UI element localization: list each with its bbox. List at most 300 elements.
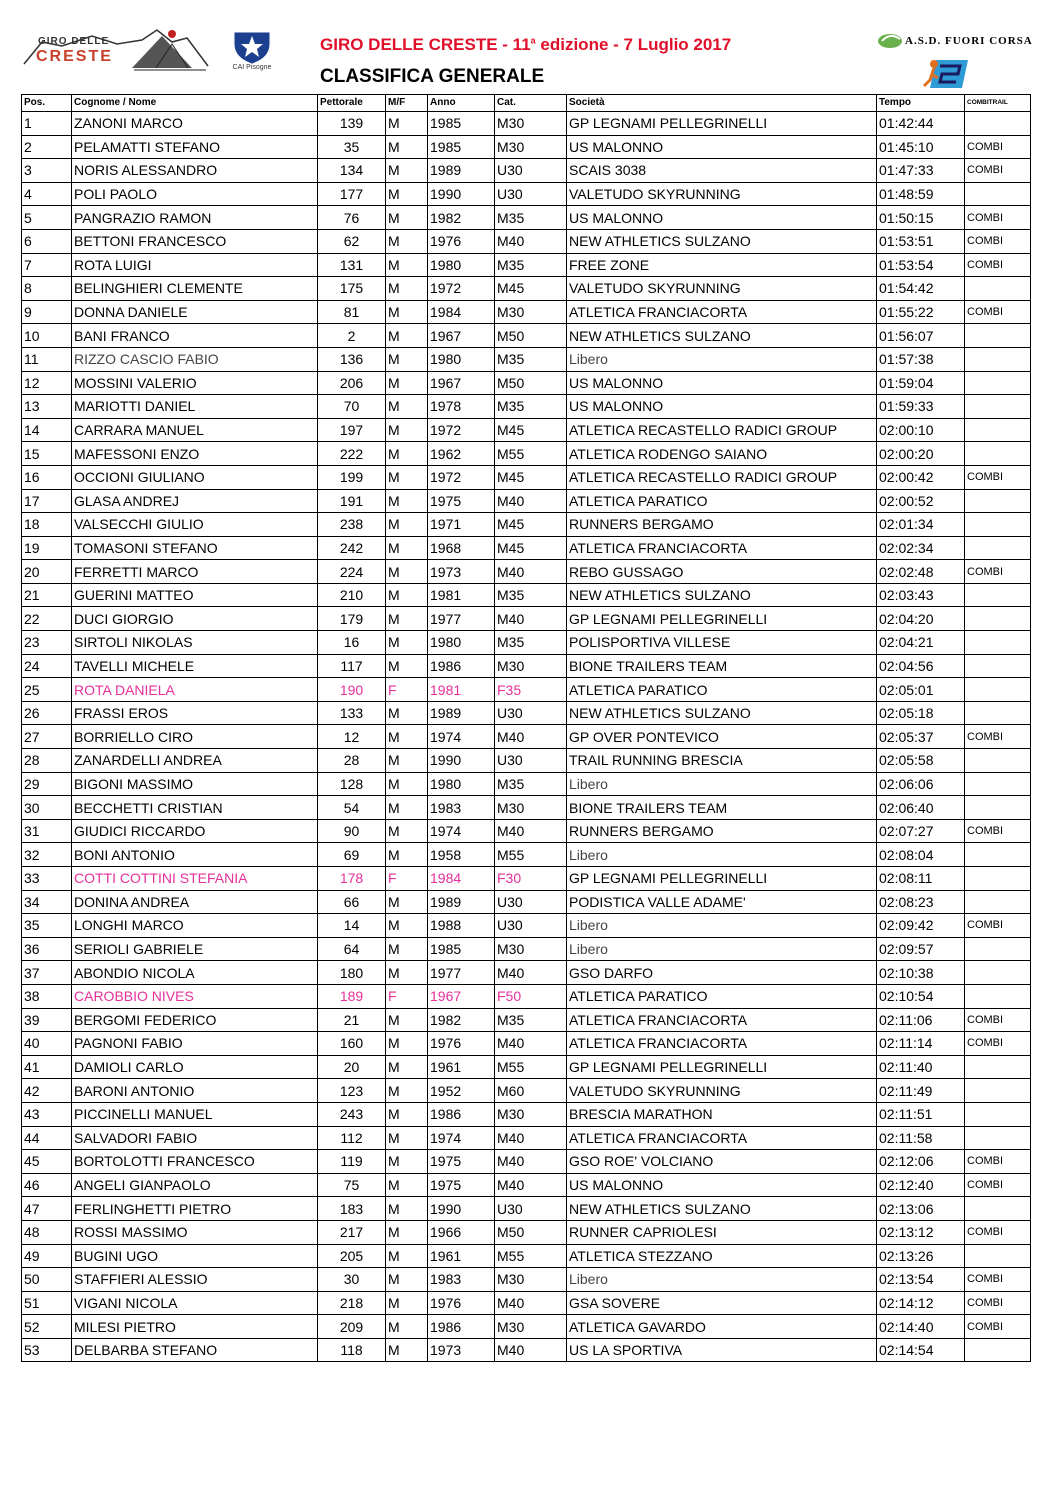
cell-time: 02:13:12 (877, 1220, 965, 1244)
cell-name: BORTOLOTTI FRANCESCO (72, 1150, 318, 1174)
cell-category: M45 (495, 536, 567, 560)
cell-pos: 29 (22, 772, 72, 796)
cell-club: ATLETICA RECASTELLO RADICI GROUP (567, 465, 877, 489)
cell-sex: M (386, 1126, 428, 1150)
table-row (22, 371, 1031, 395)
cell-sex: M (386, 1008, 428, 1032)
cell-club: ATLETICA PARATICO (567, 678, 877, 702)
table-row (22, 796, 1031, 820)
cell-club: Libero (567, 914, 877, 938)
cell-club: ATLETICA GAVARDO (567, 1315, 877, 1339)
cell-combi: COMBI (965, 1291, 1031, 1315)
cell-sex: M (386, 1268, 428, 1292)
cell-sex: M (386, 229, 428, 253)
col-header-pos: Pos. (22, 95, 72, 112)
cell-sex: M (386, 418, 428, 442)
cell-category: U30 (495, 182, 567, 206)
cell-category: U30 (495, 1197, 567, 1221)
cell-sex: M (386, 890, 428, 914)
table-row (22, 300, 1031, 324)
cell-year: 1974 (428, 1126, 495, 1150)
cell-category: U30 (495, 890, 567, 914)
cell-combi (965, 1079, 1031, 1103)
cell-pos: 30 (22, 796, 72, 820)
cell-time: 02:09:42 (877, 914, 965, 938)
cell-sex: M (386, 1079, 428, 1103)
cell-category: M55 (495, 843, 567, 867)
cell-sex: F (386, 984, 428, 1008)
cell-combi (965, 749, 1031, 773)
table-row (22, 560, 1031, 584)
cell-year: 1971 (428, 513, 495, 537)
cell-name: BERGOMI FEDERICO (72, 1008, 318, 1032)
cell-club: ATLETICA FRANCIACORTA (567, 1008, 877, 1032)
cell-year: 1981 (428, 583, 495, 607)
cell-combi (965, 796, 1031, 820)
cell-pos: 5 (22, 206, 72, 230)
cell-time: 02:03:43 (877, 583, 965, 607)
cell-bib: 2 (318, 324, 386, 348)
cell-category: M30 (495, 654, 567, 678)
cell-category: M40 (495, 1150, 567, 1174)
cell-category: M50 (495, 324, 567, 348)
cell-name: BONI ANTONIO (72, 843, 318, 867)
cell-name: ABONDIO NICOLA (72, 961, 318, 985)
cell-bib: 139 (318, 112, 386, 136)
table-row (22, 1126, 1031, 1150)
cell-bib: 199 (318, 465, 386, 489)
table-row (22, 772, 1031, 796)
cell-club: ATLETICA RECASTELLO RADICI GROUP (567, 418, 877, 442)
cell-sex: M (386, 819, 428, 843)
cell-bib: 206 (318, 371, 386, 395)
cell-pos: 21 (22, 583, 72, 607)
cell-time: 02:12:06 (877, 1150, 965, 1174)
col-header-year: Anno (428, 95, 495, 112)
cell-time: 02:04:20 (877, 607, 965, 631)
cell-time: 02:11:14 (877, 1032, 965, 1056)
col-header-sex: M/F (386, 95, 428, 112)
cell-name: MAFESSONI ENZO (72, 442, 318, 466)
cell-time: 02:08:11 (877, 867, 965, 891)
cell-club: US MALONNO (567, 1173, 877, 1197)
cell-time: 02:13:26 (877, 1244, 965, 1268)
cell-name: GLASA ANDREJ (72, 489, 318, 513)
cell-combi (965, 701, 1031, 725)
cell-sex: M (386, 1150, 428, 1174)
cell-year: 1973 (428, 560, 495, 584)
table-row (22, 1173, 1031, 1197)
table-row (22, 1220, 1031, 1244)
cell-category: M30 (495, 796, 567, 820)
cell-category: F30 (495, 867, 567, 891)
cell-year: 1962 (428, 442, 495, 466)
cell-category: M40 (495, 1032, 567, 1056)
cell-category: M35 (495, 206, 567, 230)
table-row (22, 1244, 1031, 1268)
cell-sex: M (386, 442, 428, 466)
table-row (22, 631, 1031, 655)
cell-sex: M (386, 1055, 428, 1079)
cell-name: MARIOTTI DANIEL (72, 395, 318, 419)
cell-name: BECCHETTI CRISTIAN (72, 796, 318, 820)
cell-bib: 190 (318, 678, 386, 702)
cell-time: 01:45:10 (877, 135, 965, 159)
cell-club: Libero (567, 843, 877, 867)
cell-name: DELBARBA STEFANO (72, 1338, 318, 1362)
cell-name: PANGRAZIO RAMON (72, 206, 318, 230)
cell-sex: M (386, 843, 428, 867)
cell-bib: 197 (318, 418, 386, 442)
cell-time: 02:06:06 (877, 772, 965, 796)
cell-year: 1975 (428, 1173, 495, 1197)
cell-name: TOMASONI STEFANO (72, 536, 318, 560)
cell-year: 1976 (428, 1032, 495, 1056)
cell-sex: F (386, 678, 428, 702)
cell-club: GSO DARFO (567, 961, 877, 985)
cell-time: 02:06:40 (877, 796, 965, 820)
cell-pos: 6 (22, 229, 72, 253)
cell-name: MOSSINI VALERIO (72, 371, 318, 395)
table-row (22, 395, 1031, 419)
cell-pos: 22 (22, 607, 72, 631)
cell-pos: 15 (22, 442, 72, 466)
cell-bib: 30 (318, 1268, 386, 1292)
cell-combi (965, 1102, 1031, 1126)
cell-pos: 20 (22, 560, 72, 584)
cell-time: 02:11:49 (877, 1079, 965, 1103)
cell-pos: 41 (22, 1055, 72, 1079)
cell-year: 1985 (428, 112, 495, 136)
cell-club: Libero (567, 937, 877, 961)
cell-category: U30 (495, 159, 567, 183)
cell-category: M40 (495, 1338, 567, 1362)
cell-sex: M (386, 253, 428, 277)
cell-combi (965, 324, 1031, 348)
cell-time: 02:11:40 (877, 1055, 965, 1079)
cell-club: NEW ATHLETICS SULZANO (567, 1197, 877, 1221)
cell-club: BRESCIA MARATHON (567, 1102, 877, 1126)
cell-pos: 47 (22, 1197, 72, 1221)
cell-name: DONNA DANIELE (72, 300, 318, 324)
col-header-name: Cognome / Nome (72, 95, 318, 112)
cell-category: M30 (495, 135, 567, 159)
cell-combi (965, 1338, 1031, 1362)
cell-sex: M (386, 654, 428, 678)
cell-combi (965, 1126, 1031, 1150)
cell-pos: 26 (22, 701, 72, 725)
cell-club: ATLETICA PARATICO (567, 489, 877, 513)
cell-category: M35 (495, 395, 567, 419)
col-header-club: Società (567, 95, 877, 112)
cell-combi (965, 984, 1031, 1008)
cell-combi (965, 112, 1031, 136)
cell-club: RUNNERS BERGAMO (567, 513, 877, 537)
cell-club: ATLETICA RODENGO SAIANO (567, 442, 877, 466)
cell-club: GP LEGNAMI PELLEGRINELLI (567, 867, 877, 891)
cell-category: U30 (495, 914, 567, 938)
cell-year: 1990 (428, 182, 495, 206)
cell-category: M35 (495, 583, 567, 607)
cell-name: NORIS ALESSANDRO (72, 159, 318, 183)
cell-bib: 20 (318, 1055, 386, 1079)
cell-year: 1974 (428, 819, 495, 843)
cell-combi (965, 536, 1031, 560)
cell-year: 1973 (428, 1338, 495, 1362)
cell-name: ROTA LUIGI (72, 253, 318, 277)
cell-name: GUERINI MATTEO (72, 583, 318, 607)
cell-combi (965, 371, 1031, 395)
cell-combi (965, 395, 1031, 419)
cell-category: M40 (495, 489, 567, 513)
cell-combi (965, 631, 1031, 655)
cell-combi: COMBI (965, 1315, 1031, 1339)
table-row (22, 701, 1031, 725)
cell-sex: M (386, 135, 428, 159)
cell-name: CARRARA MANUEL (72, 418, 318, 442)
cell-club: BIONE TRAILERS TEAM (567, 654, 877, 678)
cell-combi: COMBI (965, 135, 1031, 159)
cell-club: ATLETICA PARATICO (567, 984, 877, 1008)
cell-time: 02:12:40 (877, 1173, 965, 1197)
cell-pos: 27 (22, 725, 72, 749)
cell-bib: 54 (318, 796, 386, 820)
cell-bib: 217 (318, 1220, 386, 1244)
cell-bib: 224 (318, 560, 386, 584)
cell-pos: 36 (22, 937, 72, 961)
table-row (22, 135, 1031, 159)
cell-pos: 13 (22, 395, 72, 419)
table-row (22, 961, 1031, 985)
cell-sex: M (386, 1244, 428, 1268)
cell-club: US MALONNO (567, 395, 877, 419)
cell-name: BUGINI UGO (72, 1244, 318, 1268)
table-row (22, 489, 1031, 513)
cell-bib: 90 (318, 819, 386, 843)
cell-pos: 46 (22, 1173, 72, 1197)
cell-club: NEW ATHLETICS SULZANO (567, 583, 877, 607)
cell-year: 1982 (428, 206, 495, 230)
cell-name: SIRTOLI NIKOLAS (72, 631, 318, 655)
cell-combi: COMBI (965, 1150, 1031, 1174)
cell-sex: M (386, 1220, 428, 1244)
table-row (22, 536, 1031, 560)
cell-pos: 2 (22, 135, 72, 159)
cell-club: Libero (567, 1268, 877, 1292)
table-row (22, 277, 1031, 301)
cell-bib: 160 (318, 1032, 386, 1056)
cell-category: M45 (495, 277, 567, 301)
cell-year: 1981 (428, 678, 495, 702)
cell-sex: M (386, 300, 428, 324)
cell-pos: 3 (22, 159, 72, 183)
cell-category: M35 (495, 772, 567, 796)
cell-combi: COMBI (965, 206, 1031, 230)
cell-year: 1989 (428, 159, 495, 183)
table-row (22, 1102, 1031, 1126)
cell-club: NEW ATHLETICS SULZANO (567, 229, 877, 253)
cell-time: 02:14:54 (877, 1338, 965, 1362)
cell-name: BETTONI FRANCESCO (72, 229, 318, 253)
cell-pos: 51 (22, 1291, 72, 1315)
cell-time: 01:55:22 (877, 300, 965, 324)
cell-category: M50 (495, 371, 567, 395)
table-row (22, 324, 1031, 348)
cell-category: M45 (495, 465, 567, 489)
cell-year: 1980 (428, 772, 495, 796)
cell-pos: 18 (22, 513, 72, 537)
cell-time: 01:54:42 (877, 277, 965, 301)
cell-name: CAROBBIO NIVES (72, 984, 318, 1008)
table-row (22, 1338, 1031, 1362)
cell-sex: M (386, 937, 428, 961)
cell-combi (965, 489, 1031, 513)
cell-club: REBO GUSSAGO (567, 560, 877, 584)
cell-club: ATLETICA FRANCIACORTA (567, 1032, 877, 1056)
cell-pos: 44 (22, 1126, 72, 1150)
cell-club: GP LEGNAMI PELLEGRINELLI (567, 112, 877, 136)
cell-sex: M (386, 1102, 428, 1126)
cell-year: 1983 (428, 1268, 495, 1292)
cell-bib: 66 (318, 890, 386, 914)
cell-bib: 180 (318, 961, 386, 985)
cell-club: VALETUDO SKYRUNNING (567, 277, 877, 301)
cell-year: 1966 (428, 1220, 495, 1244)
table-row (22, 867, 1031, 891)
cell-category: M45 (495, 513, 567, 537)
cell-name: BELINGHIERI CLEMENTE (72, 277, 318, 301)
cell-bib: 175 (318, 277, 386, 301)
cell-sex: M (386, 607, 428, 631)
cell-year: 1990 (428, 749, 495, 773)
cell-club: POLISPORTIVA VILLESE (567, 631, 877, 655)
cell-time: 01:50:15 (877, 206, 965, 230)
table-row (22, 843, 1031, 867)
cell-name: COTTI COTTINI STEFANIA (72, 867, 318, 891)
cell-name: ROTA DANIELA (72, 678, 318, 702)
cell-sex: M (386, 749, 428, 773)
cell-year: 1990 (428, 1197, 495, 1221)
cell-pos: 10 (22, 324, 72, 348)
cell-year: 1982 (428, 1008, 495, 1032)
table-row (22, 678, 1031, 702)
cell-club: FREE ZONE (567, 253, 877, 277)
cell-category: M30 (495, 112, 567, 136)
cell-time: 02:08:23 (877, 890, 965, 914)
cell-pos: 11 (22, 347, 72, 371)
cell-time: 02:11:51 (877, 1102, 965, 1126)
cell-sex: M (386, 725, 428, 749)
cell-club: NEW ATHLETICS SULZANO (567, 701, 877, 725)
cell-time: 02:04:21 (877, 631, 965, 655)
cell-club: SCAIS 3038 (567, 159, 877, 183)
cell-category: M30 (495, 300, 567, 324)
cell-combi (965, 513, 1031, 537)
cell-year: 1976 (428, 229, 495, 253)
cell-pos: 34 (22, 890, 72, 914)
cell-sex: M (386, 631, 428, 655)
cell-year: 1972 (428, 277, 495, 301)
cell-club: BIONE TRAILERS TEAM (567, 796, 877, 820)
cell-time: 02:08:04 (877, 843, 965, 867)
cell-time: 02:13:54 (877, 1268, 965, 1292)
cell-category: M60 (495, 1079, 567, 1103)
cell-sex: M (386, 513, 428, 537)
cell-combi (965, 1197, 1031, 1221)
cell-pos: 39 (22, 1008, 72, 1032)
col-header-category: Cat. (495, 95, 567, 112)
cell-category: M55 (495, 442, 567, 466)
cell-sex: M (386, 961, 428, 985)
cell-year: 1978 (428, 395, 495, 419)
cell-combi: COMBI (965, 300, 1031, 324)
cell-year: 1958 (428, 843, 495, 867)
cell-pos: 1 (22, 112, 72, 136)
cell-time: 02:00:10 (877, 418, 965, 442)
cell-name: TAVELLI MICHELE (72, 654, 318, 678)
cell-combi (965, 442, 1031, 466)
cell-time: 01:42:44 (877, 112, 965, 136)
cell-time: 02:14:40 (877, 1315, 965, 1339)
table-row (22, 914, 1031, 938)
cell-pos: 14 (22, 418, 72, 442)
cell-time: 02:02:48 (877, 560, 965, 584)
cell-year: 1976 (428, 1291, 495, 1315)
cell-combi: COMBI (965, 1173, 1031, 1197)
cell-bib: 62 (318, 229, 386, 253)
cell-sex: M (386, 324, 428, 348)
cell-name: DUCI GIORGIO (72, 607, 318, 631)
cell-combi: COMBI (965, 465, 1031, 489)
cell-year: 1984 (428, 300, 495, 324)
cell-combi (965, 277, 1031, 301)
cell-combi (965, 583, 1031, 607)
table-row (22, 418, 1031, 442)
cell-name: BIGONI MASSIMO (72, 772, 318, 796)
table-row (22, 1055, 1031, 1079)
cell-combi: COMBI (965, 725, 1031, 749)
table-row (22, 654, 1031, 678)
cell-combi (965, 937, 1031, 961)
cell-time: 02:04:56 (877, 654, 965, 678)
cell-bib: 112 (318, 1126, 386, 1150)
cell-pos: 32 (22, 843, 72, 867)
cell-time: 01:57:38 (877, 347, 965, 371)
cell-year: 1961 (428, 1055, 495, 1079)
cell-pos: 38 (22, 984, 72, 1008)
cell-category: M35 (495, 347, 567, 371)
cell-name: BORRIELLO CIRO (72, 725, 318, 749)
cell-year: 1985 (428, 937, 495, 961)
cell-category: M40 (495, 1291, 567, 1315)
cell-time: 02:11:58 (877, 1126, 965, 1150)
cell-name: VALSECCHI GIULIO (72, 513, 318, 537)
cell-year: 1977 (428, 961, 495, 985)
cell-bib: 12 (318, 725, 386, 749)
cell-club: US MALONNO (567, 135, 877, 159)
cell-club: GSA SOVERE (567, 1291, 877, 1315)
cell-bib: 177 (318, 182, 386, 206)
cell-year: 1961 (428, 1244, 495, 1268)
cell-name: BANI FRANCO (72, 324, 318, 348)
cell-pos: 16 (22, 465, 72, 489)
cell-pos: 48 (22, 1220, 72, 1244)
col-header-combitrail: COMBITRAIL (965, 95, 1031, 112)
cell-time: 02:05:01 (877, 678, 965, 702)
cell-pos: 19 (22, 536, 72, 560)
cell-bib: 64 (318, 937, 386, 961)
cell-year: 1986 (428, 1315, 495, 1339)
